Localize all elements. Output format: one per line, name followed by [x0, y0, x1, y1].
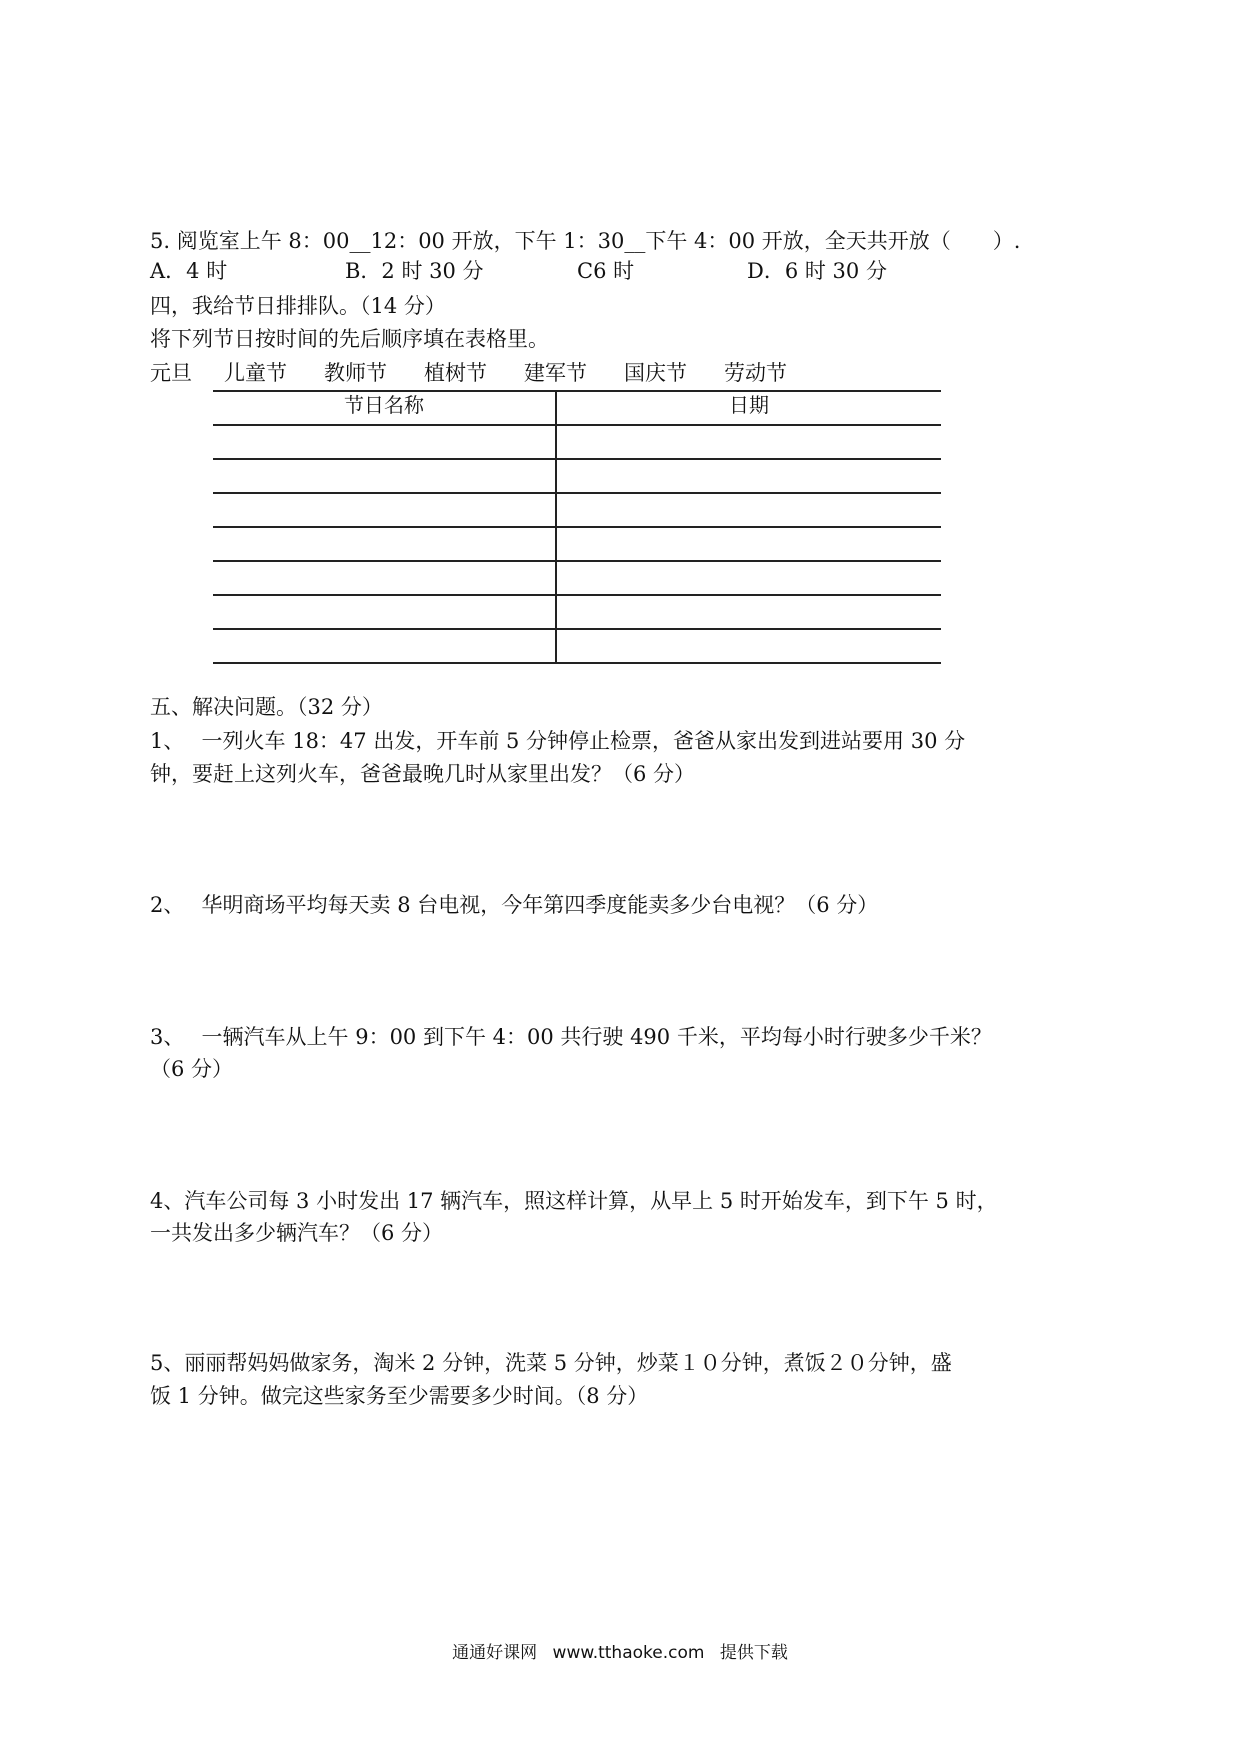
footer-url[interactable]: www.tthaoke.com [552, 1643, 705, 1663]
date-cell[interactable] [556, 425, 941, 459]
table-row [213, 493, 941, 527]
problem-3-line-1: 3、 一辆汽车从上午 9：00 到下午 4：00 共行驶 490 千米，平均每小时行驶多少千米？ [150, 1025, 992, 1049]
section4-instruction: 将下列节日按时间的先后顺序填在表格里。 [150, 327, 549, 351]
festival-item: 建军节 [524, 361, 587, 385]
problem-3-line-2: （6 分） [150, 1057, 234, 1081]
q5-option-c: C6 时 [577, 259, 635, 283]
footer-site-name: 通通好课网 [452, 1643, 538, 1663]
date-cell[interactable] [556, 459, 941, 493]
problem-1-line-2: 钟，要赶上这列火车，爸爸最晚几时从家里出发？（6 分） [150, 762, 696, 786]
problem-1-line-1: 1、 一列火车 18：47 出发，开车前 5 分钟停止检票，爸爸从家出发到进站要用 30 分 [150, 729, 966, 753]
festival-name-cell[interactable] [213, 459, 556, 493]
date-cell[interactable] [556, 493, 941, 527]
problem-4-line-1: 4、汽车公司每 3 小时发出 17 辆汽车，照这样计算，从早上 5 时开始发车，到下午 5 时， [150, 1189, 998, 1213]
problem-4-line-2: 一共发出多少辆汽车？（6 分） [150, 1221, 444, 1245]
table-row [213, 561, 941, 595]
header-festival-name: 节日名称 [213, 391, 556, 425]
header-date: 日期 [556, 391, 941, 425]
q5-option-a: A．4 时 [150, 259, 228, 283]
q5-option-d: D．6 时 30 分 [747, 259, 887, 283]
festival-table [213, 390, 941, 664]
table-row [213, 595, 941, 629]
table-row [213, 425, 941, 459]
table-row [213, 629, 941, 663]
footer-note: 提供下载 [719, 1643, 788, 1663]
problem-5-line-1: 5、丽丽帮妈妈做家务，淘米 2 分钟，洗菜 5 分钟，炒菜１０分钟，煮饭２０分钟，盛 [150, 1351, 952, 1375]
date-cell[interactable] [556, 561, 941, 595]
festival-item: 植树节 [424, 361, 487, 385]
problem-5-line-2: 饭 1 分钟。做完这些家务至少需要多少时间。（8 分） [150, 1384, 649, 1408]
problem-2-line-1: 2、 华明商场平均每天卖 8 台电视，今年第四季度能卖多少台电视？（6 分） [150, 893, 879, 917]
date-cell[interactable] [556, 629, 941, 663]
table-row [213, 527, 941, 561]
festival-name-cell[interactable] [213, 425, 556, 459]
festival-name-cell[interactable] [213, 629, 556, 663]
page-footer [0, 1638, 1240, 1663]
festival-name-cell[interactable] [213, 561, 556, 595]
festival-item: 劳动节 [724, 361, 787, 385]
date-cell[interactable] [556, 595, 941, 629]
q5-stem: 5. 阅览室上午 8：00__12：00 开放，下午 1：30__下午 4：00 开放，全天共开放（ ）. [150, 229, 1021, 253]
date-cell[interactable] [556, 527, 941, 561]
festival-name-cell[interactable] [213, 493, 556, 527]
section4-title: 四，我给节日排排队。（14 分） [150, 294, 446, 318]
festival-item: 教师节 [324, 361, 387, 385]
festival-name-cell[interactable] [213, 527, 556, 561]
table-header-row [213, 391, 941, 425]
festival-item: 元旦 [150, 361, 192, 385]
festival-item: 儿童节 [224, 361, 287, 385]
q5-option-b: B．2 时 30 分 [345, 259, 484, 283]
festival-name-cell[interactable] [213, 595, 556, 629]
festival-item: 国庆节 [624, 361, 687, 385]
section5-title: 五、解决问题。（32 分） [150, 695, 383, 719]
table-row [213, 459, 941, 493]
